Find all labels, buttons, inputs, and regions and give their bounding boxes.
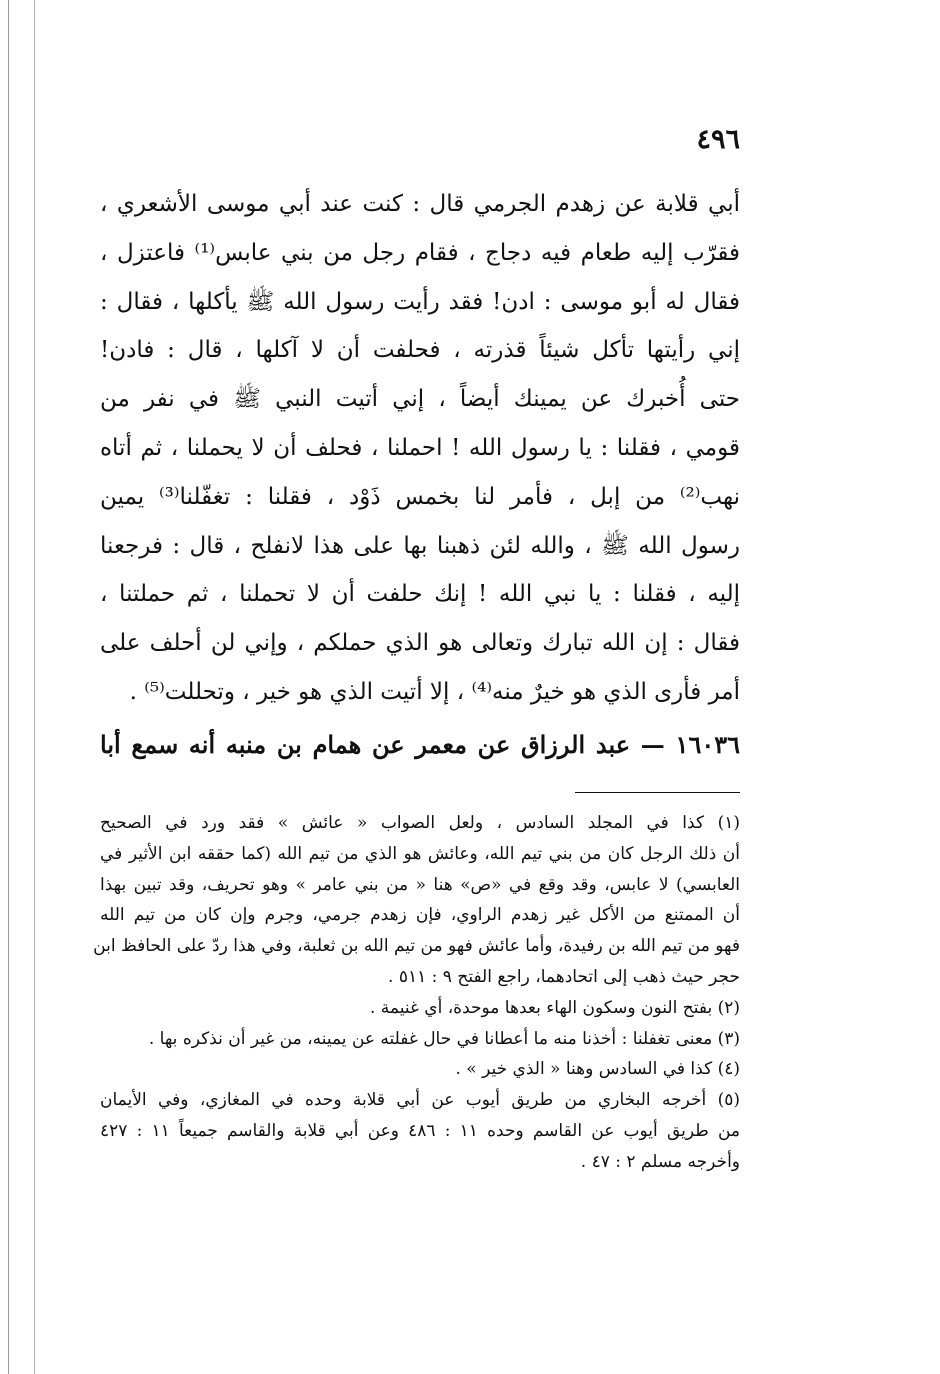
footnote-line: فهو من تيم الله بن رفيدة، وأما عائش فهو من تيم الله بن ثعلبة، وفي هذا ردّ على الحافظ ابن (93, 936, 740, 957)
next-hadith-heading: ١٦٠٣٦ — عبد الرزاق عن معمر عن همام بن منبه أنه سمع أبا (100, 730, 740, 759)
text-line: أمر فأرى الذي هو خيرٌ منه⁽⁴⁾ ، إلا أتيت الذي هو خير ، وتحللت⁽⁵⁾ . (129, 678, 740, 705)
footnote-line: وأخرجه مسلم ٢ : ٤٧ . (580, 1151, 740, 1172)
text-line: فقرّب إليه طعام فيه دجاج ، فقام رجل من بني عابس⁽¹⁾ فاعتزل ، (100, 239, 740, 266)
text-line: إليه ، فقلنا : يا نبي الله ! إنك حلفت أن لا تحملنا ، ثم حملتنا ، (100, 581, 740, 608)
binding-line-outer (8, 0, 9, 1374)
text-line: فقال : إن الله تبارك وتعالى هو الذي حملكم ، وإني لن أحلف على (100, 630, 740, 657)
footnote-line: من طريق أيوب عن القاسم وحده ١١ : ٤٨٦ وعن أبي قلابة والقاسم جميعاً ١١ : ٤٢٧ (100, 1120, 740, 1141)
footnote-line: أن ذلك الرجل كان من بني تيم الله، وعائش هو الذي من تيم الله (كما حققه ابن الأثير في (100, 843, 740, 864)
text-line: فقال له أبو موسى : ادن! فقد رأيت رسول الله ﷺ يأكلها ، فقال : (100, 288, 740, 315)
footnote-line: (٤) كذا في السادس وهنا « الذي خير » . (455, 1059, 740, 1080)
footnote-line: (٥) أخرجه البخاري من طريق أيوب عن أبي قلابة وحده في المغازي، وفي الأيمان (100, 1090, 740, 1111)
text-line: حتى أُخبرك عن يمينك أيضاً ، إني أتيت النبي ﷺ في نفر من (100, 386, 740, 413)
text-line: أبي قلابة عن زهدم الجرمي قال : كنت عند أبي موسى الأشعري ، (100, 191, 740, 217)
footnotes-block (93, 808, 740, 1178)
footnote-line: أن الممتنع من الأكل غير زهدم الراوي، فإن زهدم جرمي، وجرم وإن كان من تيم الله (100, 905, 740, 926)
text-line: قومي ، فقلنا : يا رسول الله ! احملنا ، فحلف أن لا يحملنا ، ثم أتاه (100, 434, 740, 461)
main-text-block (100, 180, 740, 717)
footnote-line: (٢) بفتح النون وسكون الهاء بعدها موحدة، أي غنيمة . (369, 997, 740, 1018)
footnote-line: (١) كذا في المجلد السادس ، ولعل الصواب « عائش » فقد ورد في الصحيح (100, 813, 740, 833)
footnote-divider (575, 792, 740, 793)
footnote-line: حجر حيث ذهب إلى اتحادهما، راجع الفتح ٩ : ٥١١ . (388, 966, 740, 987)
page-number: ٤٩٦ (696, 124, 740, 155)
footnote-line: العابسي) لا عابس، وقد وقع في «ص» هنا « من بني عامر » وهو تحريف، وقد تبين بهذا (100, 874, 740, 895)
binding-line-inner (34, 0, 35, 1374)
text-line: رسول الله ﷺ ، والله لئن ذهبنا بها على هذا لانفلح ، قال : فرجعنا (100, 532, 740, 559)
text-line: إني رأيتها تأكل شيئاً قذرته ، فحلفت أن لا آكلها ، قال : فادن! (100, 337, 740, 364)
text-line: نهب⁽²⁾ من إبل ، فأمر لنا بخمس ذَوْد ، فقلنا : تغفّلنا⁽³⁾ يمين (100, 483, 741, 510)
footnote-line: (٣) معنى تغفلنا : أخذنا منه ما أعطانا في حال غفلته عن يمينه، من غير أن نذكره بها . (148, 1028, 740, 1049)
